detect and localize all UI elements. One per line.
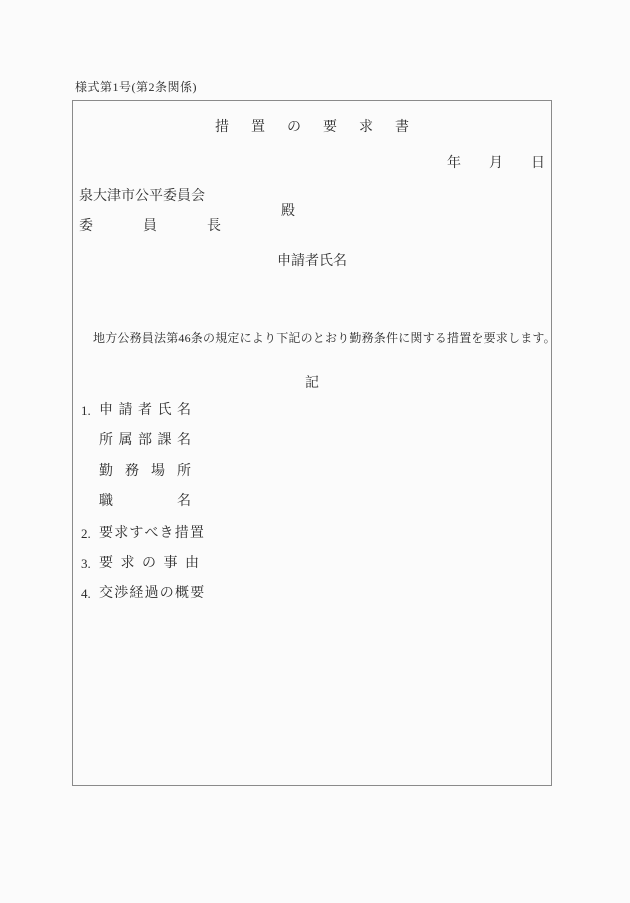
list-item-1 xyxy=(73,402,551,420)
list-item-2-label: 要求すべき措置 xyxy=(99,526,206,541)
list-item-4-label: 交渉経過の概要 xyxy=(99,586,206,601)
list-item-3 xyxy=(73,555,551,573)
document-title: 措置の要求書 xyxy=(215,120,409,135)
list-item-1-label: 申請者氏名 xyxy=(99,403,191,418)
form-number-label: 様式第1号(第2条関係) xyxy=(75,80,197,94)
list-header-ki: 記 xyxy=(305,376,319,391)
list-item-1-number: 1. xyxy=(81,403,91,418)
date-line: 年 月 日 xyxy=(447,156,545,171)
recipient-honorific: 殿 xyxy=(281,204,295,219)
recipient-chairperson: 委員長 xyxy=(79,219,221,234)
recipient-commission-name: 泉大津市公平委員会 xyxy=(79,189,205,204)
list-item-1-sub-2 xyxy=(73,463,551,481)
list-item-3-number: 3. xyxy=(81,556,91,571)
list-item-4 xyxy=(73,585,551,603)
list-item-2 xyxy=(73,525,551,543)
document-border-box xyxy=(72,100,556,786)
list-item-4-number: 4. xyxy=(81,586,91,601)
body-statement: 地方公務員法第46条の規定により下記のとおり勤務条件に関する措置を要求します。 xyxy=(93,331,556,345)
list-item-1-sub-3 xyxy=(73,493,551,511)
list-item-1-sub-1-label: 所属部課名 xyxy=(99,433,191,448)
title-row xyxy=(73,119,551,137)
list-item-1-sub-2-label: 勤務場所 xyxy=(99,464,191,479)
list-item-1-sub-3-label: 職名 xyxy=(99,494,191,509)
list-item-2-number: 2. xyxy=(81,526,91,541)
list-item-3-label: 要求の事由 xyxy=(99,556,199,571)
recipient-chairperson-row xyxy=(79,218,221,236)
list-item-1-sub-1 xyxy=(73,432,551,450)
applicant-name-label: 申請者氏名 xyxy=(277,254,347,269)
